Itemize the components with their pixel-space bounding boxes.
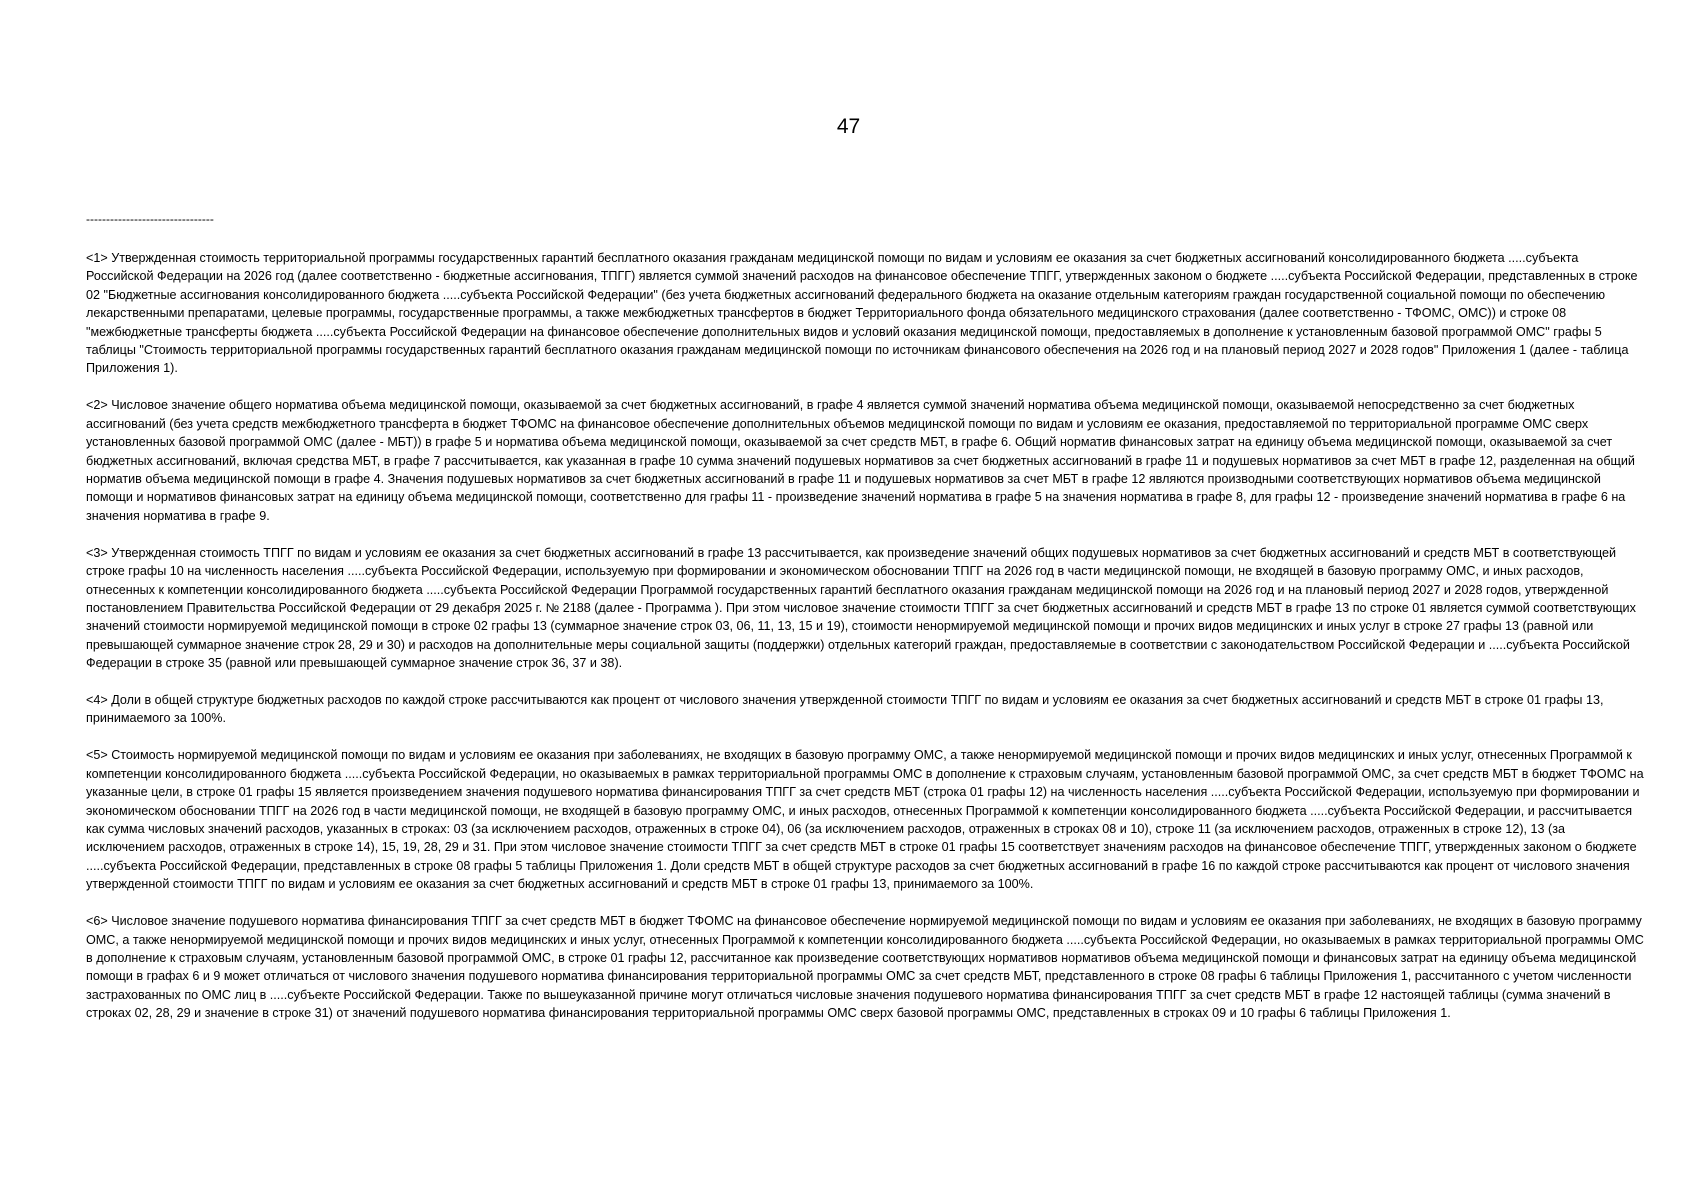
footnotes-section [86,249,1646,1041]
footnote-5: <5> Стоимость нормируемой медицинской помощи по видам и условиям ее оказания при заболеваниях, не входящих в базовую программу ОМС, а также ненормируемой медицинской помощи и прочих видов медицинских и иных услуг, отнесенных Программой к компетенции консолидированного бюджета .....субъекта Российской Федерации, но оказываемых в рамках территориальной программы ОМС в дополнение к страховым случаям, установленным базовой программой ОМС, за счет средств МБТ в бюджет ТФОМС на указанные цели, в строке 01 графы 15 является произведением значения подушевого норматива финансирования ТПГГ за счет средств МБТ (строка 01 графы 12) на численность населения .....субъекта Российской Федерации, используемую при формировании и экономическом обосновании ТПГГ на 2026 год в части медицинской помощи, не входящей в базовую программу ОМС, и иных расходов, отнесенных Программой к компетенции консолидированного бюджета .....субъекта Российской Федерации, и рассчитывается как сумма числовых значений расходов, указанных в строках: 03 (за исключением расходов, отраженных в строке 04), 06 (за исключением расходов, отраженных в строках 08 и 10), строке 11 (за исключением расходов, отраженных в строке 12), 13 (за исключением расходов, отраженных в строке 14), 15, 19, 28, 29 и 31. При этом числовое значение стоимости ТПГГ за счет средств МБТ в строке 01 графы 15 соответствует значениям расходов на финансовое обеспечение ТПГГ, утвержденных законом о бюджете .....субъекта Российской Федерации, представленных в строке 08 графы 5 таблицы Приложения 1. Доли средств МБТ в общей структуре расходов за счет бюджетных ассигнований в графе 16 по каждой строке рассчитываются как процент от числового значения утвержденной стоимости ТПГГ по видам и условиям ее оказания за счет бюджетных ассигнований и средств МБТ в строке 01 графы 13, принимаемого за 100%. [86,748,1644,892]
footnote-4: <4> Доли в общей структуре бюджетных расходов по каждой строке рассчитываются как процент от числового значения утвержденной стоимости ТПГГ по видам и условиям ее оказания за счет бюджетных ассигнований и средств МБТ в строке 01 графы 13, принимаемого за 100%. [86,693,1604,726]
footnote-separator: -------------------------------- [86,212,214,226]
footnote-6: <6> Числовое значение подушевого норматива финансирования ТПГГ за счет средств МБТ в бюджет ТФОМС на финансовое обеспечение нормируемой медицинской помощи по видам и условиям ее оказания при заболеваниях, не входящих в базовую программу ОМС, а также ненормируемой медицинской помощи и прочих видов медицинских и иных услуг, отнесенных Программой к компетенции консолидированного бюджета .....субъекта Российской Федерации, но оказываемых в рамках территориальной программы ОМС в дополнение к страховым случаям, установленным базовой программой ОМС, в строке 01 графы 12, рассчитанное как произведение соответствующих нормативов нормативов объема медицинской помощи и финансовых затрат на единицу объема медицинской помощи в графах 6 и 9 может отличаться от числового значения подушевого норматива финансирования территориальной программы ОМС за счет средств МБТ, представленного в строке 08 графы 6 таблицы Приложения 1, рассчитанного с учетом численности застрахованных по ОМС лиц в .....субъекте Российской Федерации. Также по вышеуказанной причине могут отличаться числовые значения подушевого норматива финансирования ТПГГ за счет средств МБТ в графе 12 настоящей таблицы (сумма значений в строках 02, 28, 29 и значение в строке 31) от значений подушевого норматива финансирования территориальной программы ОМС сверх базовой программы ОМС, представленных в строках 09 и 10 графы 6 таблицы Приложения 1. [86,914,1644,1021]
footnote-3: <3> Утвержденная стоимость ТПГГ по видам и условиям ее оказания за счет бюджетных ассигнований в графе 13 рассчитывается, как произведение значений общих подушевых нормативов за счет бюджетных ассигнований и средств МБТ в соответствующей строке графы 10 на численность населения .....субъекта Российской Федерации, используемую при формировании и экономическом обосновании ТПГГ на 2026 год в части медицинской помощи, не входящей в базовую программу ОМС, и иных расходов, отнесенных к компетенции консолидированного бюджета .....субъекта Российской Федерации Программой государственных гарантий бесплатного оказания гражданам медицинской помощи на 2026 год и на плановый период 2027 и 2028 годов, утвержденной постановлением Правительства Российской Федерации от 29 декабря 2025 г. № 2188 (далее - Программа ). При этом числовое значение стоимости ТПГГ за счет бюджетных ассигнований и средств МБТ в графе 13 по строке 01 является суммой соответствующих значений стоимости нормируемой медицинской помощи в строке 02 графы 13 (суммарное значение строк 03, 06, 11, 13, 15 и 19), стоимости ненормируемой медицинской помощи и прочих видов медицинских и иных услуг в строке 27 графы 13 (равной или превышающей суммарное значение строк 28, 29 и 30) и расходов на дополнительные меры социальной защиты (поддержки) отдельных категорий граждан, предоставляемые в соответствии с законодательством Российской Федерации и .....субъекта Российской Федерации в строке 35 (равной или превышающей суммарное значение строк 36, 37 и 38). [86,545,1636,671]
footnote-1: <1> Утвержденная стоимость территориальной программы государственных гарантий бесплатного оказания гражданам медицинской помощи по видам и условиям ее оказания за счет бюджетных ассигнований консолидированного бюджета .....субъекта Российской Федерации на 2026 год (далее соответственно - бюджетные ассигнования, ТПГГ) является суммой значений расходов на финансовое обеспечение ТПГГ, утвержденных законом о бюджете .....субъекта Российской Федерации, представленных в строке 02 "Бюджетные ассигнования консолидированного бюджета .....субъекта Российской Федерации" (без учета бюджетных ассигнований федерального бюджета на оказание отдельным категориям граждан государственной социальной помощи по обеспечению лекарственными препаратами, целевые программы, государственные программы, а также межбюджетных трансфертов в бюджет Территориального фонда обязательного медицинского страхования (далее соответственно - ТФОМС, ОМС)) и строке 08 "межбюджетные трансферты бюджета .....субъекта Российской Федерации на финансовое обеспечение дополнительных видов и условий оказания медицинской помощи, предоставляемых в дополнение к установленным базовой программой ОМС" графы 5 таблицы "Стоимость территориальной программы государственных гарантий бесплатного оказания гражданам медицинской помощи по источникам финансового обеспечения на 2026 год и на плановый период 2027 и 2028 годов" Приложения 1 (далее - таблица Приложения 1). [86,251,1638,376]
footnote-2: <2> Числовое значение общего норматива объема медицинской помощи, оказываемой за счет бюджетных ассигнований, в графе 4 является суммой значений норматива объема медицинской помощи, оказываемой непосредственно за счет бюджетных ассигнований (без учета средств межбюджетного трансферта в бюджет ТФОМС на финансовое обеспечение дополнительных объемов медицинской помощи по видам и условиям ее оказания, предоставляемой по территориальной программе ОМС сверх установленных базовой программой ОМС (далее - МБТ)) в графе 5 и норматива объема медицинской помощи, оказываемой за счет средств МБТ, в графе 6. Общий норматив финансовых затрат на единицу объема медицинской помощи, оказываемой за счет бюджетных ассигнований, включая средства МБТ, в графе 7 рассчитывается, как указанная в графе 10 сумма значений подушевых нормативов за счет бюджетных ассигнований в графе 11 и подушевых нормативов за счет МБТ в графе 12, разделенная на общий норматив объема медицинской помощи в графе 4. Значения подушевых нормативов за счет бюджетных ассигнований в графе 11 и подушевых нормативов за счет МБТ в графе 12 являются производными соответствующих нормативов объема медицинской помощи и нормативов финансовых затрат на единицу объема медицинской помощи, соответственно для графы 11 - произведение значений норматива в графе 5 на значения норматива в графе 8, для графы 12 - произведение значений норматива в графе 6 на значения норматива в графе 9. [86,398,1635,523]
page-number: 47 [836,115,861,138]
